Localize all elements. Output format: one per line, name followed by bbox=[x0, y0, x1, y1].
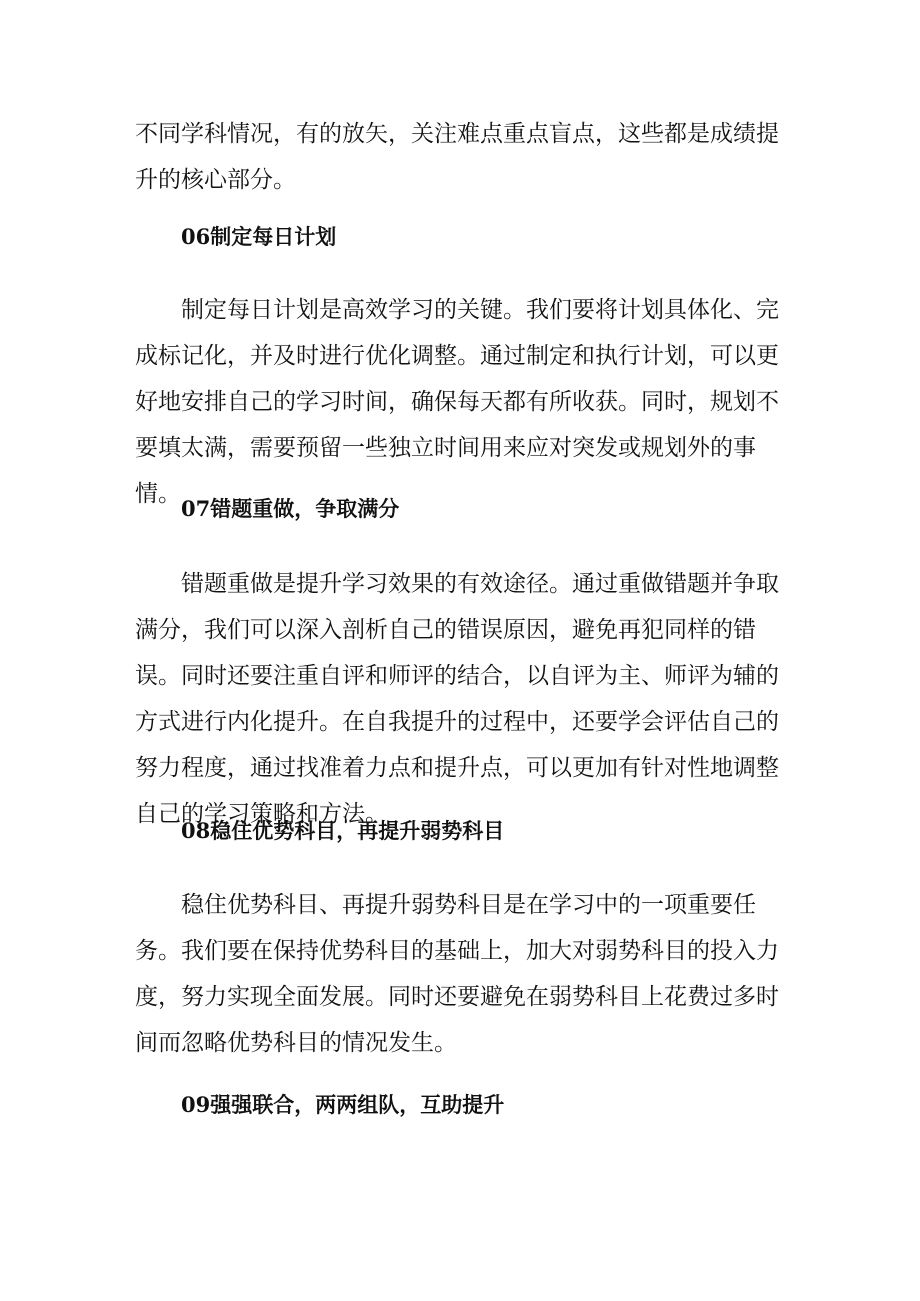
section-heading-09: 09强强联合，两两组队，互助提升 bbox=[181, 1092, 505, 1117]
section-heading-06: 06制定每日计划 bbox=[181, 224, 337, 249]
section-heading-08: 08稳住优势科目，再提升弱势科目 bbox=[181, 818, 505, 843]
section-body-08: 稳住优势科目、再提升弱势科目是在学习中的一项重要任务。我们要在保持优势科目的基础上，加大对弱势科目的投入力度，努力实现全面发展。同时还要避免在弱势科目上花费过多时间而忽略优势科目的情况发生。 bbox=[135, 892, 779, 1056]
section-heading-07: 07错题重做，争取满分 bbox=[181, 496, 400, 521]
intro-paragraph: 不同学科情况，有的放矢，关注难点重点盲点，这些都是成绩提升的核心部分。 bbox=[135, 121, 779, 193]
section-body-06: 制定每日计划是高效学习的关键。我们要将计划具体化、完成标记化，并及时进行优化调整。通过制定和执行计划，可以更好地安排自己的学习时间，确保每天都有所收获。同时，规划不要填太满，需要预留一些独立时间用来应对突发或规划外的事情。 bbox=[135, 297, 779, 507]
section-body-07: 错题重做是提升学习效果的有效途径。通过重做错题并争取满分，我们可以深入剖析自己的错误原因，避免再犯同样的错误。同时还要注重自评和师评的结合，以自评为主、师评为辅的方式进行内化提升。在自我提升的过程中，还要学会评估自己的努力程度，通过找准着力点和提升点，可以更加有针对性地调整自己的学习策略和方法。 bbox=[135, 571, 779, 827]
